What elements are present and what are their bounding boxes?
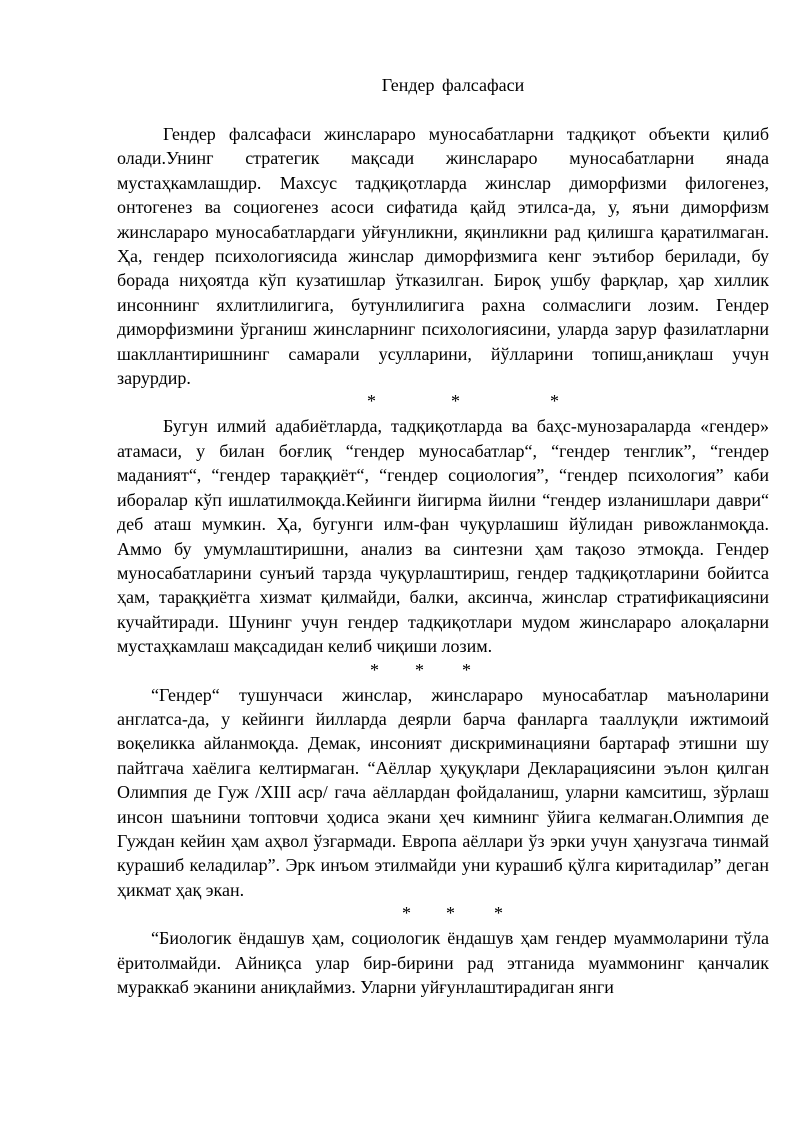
separator-star: * xyxy=(494,903,503,924)
paragraph-4: “Биологик ёндашув ҳам, социологик ёндашув ҳам гендер муаммоларини тўла ёритолмайди. Айниқса улар бир-бирини рад этганида муаммонинг қанчалик мураккаб эканини аниқлаймиз. Уларни уйғунлаштирадиган янги xyxy=(117,928,769,997)
paragraph-3: “Гендер“ тушунчаси жинслар, жинслараро муносабатлар маъноларини англатса-да, у кейинги йилларда деярли барча фанларга тааллуқли ижтимоий воқеликка айланмоқда. Демак, инсоният дискриминацияни бартараф этишни шу пайтгача хаёлига келтирмаган. “Аёллар ҳуқуқлари Декларациясини эълон қилган Олимпия де Гуж /ХIII аср/ гача аёллардан фойдаланиш, уларни камситиш, зўрлаш инсон шаънини топтовчи ҳодиса экани ҳеч кимнинг ўйига келмаган.Олимпия де Гуждан кейин ҳам аҳвол ўзгармади. Европа аёллари ўз эрки учун ҳанузгача тинмай курашиб келадилар”. Эрк инъом этилмайди уни курашиб қўлга киритадилар” деган ҳикмат ҳақ экан. xyxy=(117,684,769,900)
separator-star: * xyxy=(462,659,471,680)
separator-star: * xyxy=(550,391,559,412)
paragraph-1: Гендер фалсафаси жинслараро муносабатларни тадқиқот объекти қилиб олади.Унинг стратегик мақсади жинслараро муносабатларни янада мустаҳкамлашдир. Махсус тадқиқотларда жинслар диморфизми филогенез, онтогенез ва социогенез асоси сифатида қайд этилса-да, у, яъни диморфизм жинслараро муносабатлардаги уйғунликни, яқинликни рад қилишга қаратилмаган. Ҳа, гендер психологиясида жинслар диморфизмига кенг эътибор берилади, бу борада ниҳоятда кўп кузатишлар ўтказилган. Бироқ ушбу фарқлар, ҳар хиллик инсоннинг яхлитлилигига, бутунлилигига рахна солмаслиги лозим. Гендер диморфизмини ўрганиш жинсларнинг психологиясини, уларда зарур фазилатларни шакллантиришнинг самарали усулларини, йўлларини топиш,аниқлаш учун зарурдир. xyxy=(117,124,769,389)
separator-star: * xyxy=(415,659,424,680)
section-separator-1 xyxy=(117,392,769,414)
document-page xyxy=(117,72,769,999)
separator-star: * xyxy=(370,659,379,680)
separator-star: * xyxy=(402,903,411,924)
document-title: Гендер фалсафаси xyxy=(381,75,525,95)
section-separator-3 xyxy=(117,904,769,926)
section-separator-2 xyxy=(117,661,769,683)
separator-star: * xyxy=(446,903,455,924)
separator-star: * xyxy=(367,391,376,412)
separator-star: * xyxy=(451,391,460,412)
paragraph-2: Бугун илмий адабиётларда, тадқиқотларда ва баҳс-мунозараларда «гендер» атамаси, у билан боғлиқ “гендер муносабатлар“, “гендер тенглик”, “гендер маданият“, “гендер тараққиёт“, “гендер социология”, “гендер психология” каби иборалар кўп ишлатилмоқда.Кейинги йигирма йилни “гендер изланишлари даври“ деб аташ мумкин. Ҳа, бугунги илм-фан чуқурлашиш йўлидан ривожланмоқда. Аммо бу умумлаштиришни, анализ ва синтезни ҳам тақозо этмоқда. Гендер муносабатларини сунъий тарзда чуқурлаштириш, гендер тадқиқотларини бойитса ҳам, тараққиётга хизмат қилмайди, балки, аксинча, жинслар стратификациясини кучайтиради. Шунинг учун гендер тадқиқотлари мудом жинслараро алоқаларни мустаҳкамлаш мақсадидан келиб чиқиши лозим. xyxy=(117,416,769,657)
